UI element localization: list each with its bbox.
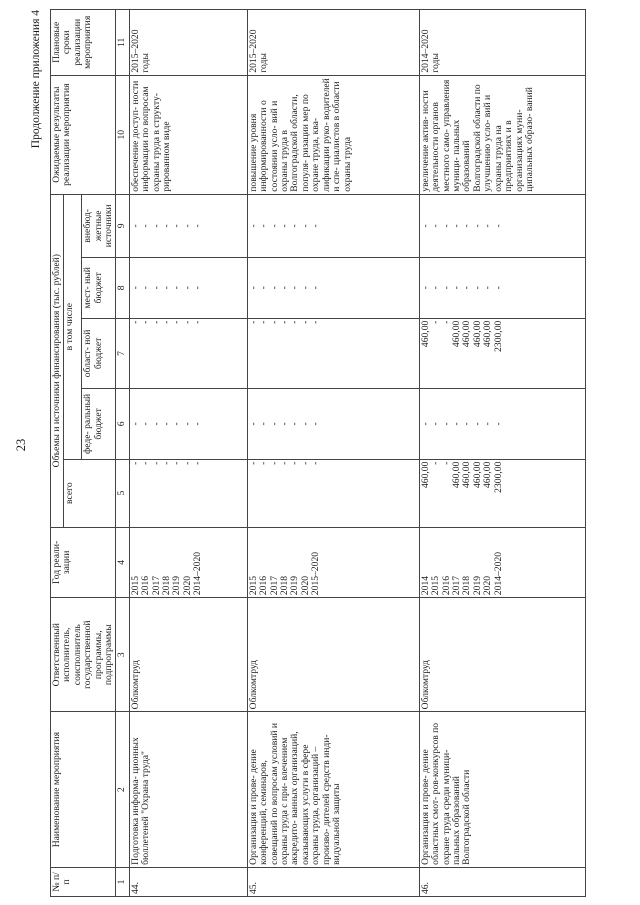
funding-local-value: - <box>192 286 204 290</box>
funding-federal-value: - <box>461 422 473 426</box>
funding-regional-value: - <box>279 320 291 324</box>
funding-local-value: - <box>492 286 504 290</box>
implementation-year-value: 2019 <box>171 575 183 596</box>
page-number: 23 <box>14 438 28 452</box>
funding-offbudget-value: - <box>258 224 270 228</box>
funding-federal-value: - <box>289 422 301 426</box>
column-number: 10 <box>116 75 129 194</box>
funding-total-value: 460,00 <box>461 461 473 489</box>
funding-regional-value: - <box>192 320 204 324</box>
funding-local-value: - <box>289 286 301 290</box>
funding-offbudget-value: - <box>181 224 193 228</box>
row-number: 44. <box>129 867 247 896</box>
implementation-year-value: 2016 <box>440 575 452 596</box>
implementation-year-value: 2014–2020 <box>192 551 204 596</box>
appendix-continuation-note: Продолжение приложения 4 <box>30 10 42 149</box>
funding-total-value: - <box>247 461 259 465</box>
funding-regional-value: - <box>247 320 259 324</box>
column-number: 2 <box>116 712 129 868</box>
funding-federal-value: - <box>247 422 259 426</box>
header-federal: феде- ральный бюджет <box>82 389 116 459</box>
responsible-executor: Облкомтруд <box>419 598 585 712</box>
implementation-year-value: 2015 <box>247 575 259 596</box>
funding-offbudget-value: - <box>279 224 291 228</box>
funding-local-value: - <box>299 286 311 290</box>
table-row <box>247 10 419 897</box>
funding-regional-value: - <box>289 320 301 324</box>
funding-regional-value: - <box>258 320 270 324</box>
implementation-year-value: 2017 <box>268 575 280 596</box>
header-regional: област- ной бюджет <box>82 318 116 388</box>
funding-regional-value: 460,00 <box>419 320 431 348</box>
funding-total-value: - <box>299 461 311 465</box>
funding-federal-value: - <box>492 422 504 426</box>
funding-total-value: - <box>129 461 141 465</box>
funding-federal-value: - <box>140 422 152 426</box>
funding-federal-value: - <box>150 422 162 426</box>
column-number: 4 <box>116 527 129 597</box>
implementation-year-value: 2015–2020 <box>310 551 322 596</box>
implementation-year-value: 2017 <box>150 575 162 596</box>
header-funding: Объемы и источники финансирования (тыс. рублей) <box>51 194 64 527</box>
funding-federal-value: - <box>171 422 183 426</box>
funding-total-value: - <box>430 461 442 465</box>
column-number: 1 <box>116 867 129 896</box>
expected-results: обеспечение доступ- ности информации по вопросам охраны труда в структу- рированном виде <box>129 75 247 194</box>
funding-offbudget-value: - <box>310 224 322 228</box>
funding-local-value: - <box>171 286 183 290</box>
funding-local <box>419 257 585 318</box>
funding-federal-value: - <box>482 422 494 426</box>
funding-local-value: - <box>247 286 259 290</box>
implementation-year-value: 2020 <box>299 575 311 596</box>
implementation-year-value: 2016 <box>258 575 270 596</box>
funding-offbudget-value: - <box>471 224 483 228</box>
header-terms: Плановые сроки реализации мероприятия <box>51 10 116 76</box>
funding-total-value: - <box>171 461 183 465</box>
funding-local-value: - <box>279 286 291 290</box>
funding-total-value: 460,00 <box>451 461 463 489</box>
implementation-year <box>419 527 585 597</box>
funding-regional-value: - <box>150 320 162 324</box>
funding-local-value: - <box>451 286 463 290</box>
funding-local-value: - <box>440 286 452 290</box>
funding-regional-value: 460,00 <box>482 320 494 348</box>
header-results: Ожидаемые результаты реализации мероприятия <box>51 75 116 194</box>
funding-federal-value: - <box>440 422 452 426</box>
funding-federal-value: - <box>310 422 322 426</box>
implementation-year-value: 2019 <box>471 575 483 596</box>
measure-name: Подготовка информа- ционных бюллетеней "Охрана труда" <box>129 712 247 868</box>
responsible-executor: Облкомтруд <box>129 598 247 712</box>
implementation-year-value: 2014 <box>419 575 431 596</box>
funding-total-value: - <box>150 461 162 465</box>
funding-offbudget-value: - <box>140 224 152 228</box>
funding-local <box>129 257 247 318</box>
funding-local-value: - <box>461 286 473 290</box>
funding-total-value: - <box>279 461 291 465</box>
funding-total-value: 2300,00 <box>492 461 504 493</box>
column-number-row <box>116 10 129 897</box>
funding-regional-value: 460,00 <box>461 320 473 348</box>
funding-regional-value: - <box>430 320 442 324</box>
implementation-year-value: 2015 <box>129 575 141 596</box>
header-local: мест- ный бюджет <box>82 257 116 318</box>
funding-local-value: - <box>419 286 431 290</box>
funding-local-value: - <box>140 286 152 290</box>
funding-local-value: - <box>430 286 442 290</box>
funding-offbudget-value: - <box>299 224 311 228</box>
planned-terms: 2015–2020 годы <box>129 10 247 76</box>
funding-offbudget-value: - <box>161 224 173 228</box>
column-number: 9 <box>116 194 129 257</box>
implementation-year-value: 2018 <box>279 575 291 596</box>
header-total: всего <box>64 459 116 527</box>
funding-regional-value: - <box>440 320 452 324</box>
funding-total <box>129 459 247 527</box>
table-row <box>129 10 247 897</box>
funding-local-value: - <box>129 286 141 290</box>
column-number: 8 <box>116 257 129 318</box>
header-including: в том числе <box>64 194 82 459</box>
funding-federal <box>419 389 585 459</box>
funding-local-value: - <box>161 286 173 290</box>
funding-offbudget-value: - <box>268 224 280 228</box>
funding-total-value: - <box>440 461 452 465</box>
funding-offbudget-value: - <box>192 224 204 228</box>
implementation-year <box>129 527 247 597</box>
funding-federal-value: - <box>192 422 204 426</box>
expected-results: повышение уровня информированности о состоянии усло- вий и охраны труда в Волгоградской области, популя- ризации мер по охране труда, ква- лификации руко- водителей и спе- циалистов в области охраны труда <box>247 75 419 194</box>
funding-total-value: - <box>258 461 270 465</box>
funding-offbudget-value: - <box>492 224 504 228</box>
funding-regional-value: - <box>140 320 152 324</box>
funding-regional-value: 460,00 <box>451 320 463 348</box>
implementation-year-value: 2017 <box>451 575 463 596</box>
funding-federal-value: - <box>419 422 431 426</box>
header-name: Наименование мероприятия <box>51 712 116 868</box>
funding-federal-value: - <box>279 422 291 426</box>
funding-regional-value: 460,00 <box>471 320 483 348</box>
funding-offbudget <box>247 194 419 257</box>
implementation-year-value: 2015 <box>430 575 442 596</box>
funding-federal <box>247 389 419 459</box>
funding-offbudget-value: - <box>150 224 162 228</box>
funding-offbudget-value: - <box>451 224 463 228</box>
column-number: 11 <box>116 10 129 76</box>
funding-total-value: - <box>289 461 301 465</box>
funding-federal-value: - <box>181 422 193 426</box>
column-number: 5 <box>116 459 129 527</box>
funding-total-value: 460,00 <box>419 461 431 489</box>
funding-local-value: - <box>258 286 270 290</box>
funding-offbudget <box>129 194 247 257</box>
implementation-year-value: 2016 <box>140 575 152 596</box>
funding-regional <box>419 318 585 388</box>
funding-total-value: - <box>181 461 193 465</box>
funding-local-value: - <box>471 286 483 290</box>
funding-offbudget-value: - <box>461 224 473 228</box>
funding-federal <box>129 389 247 459</box>
funding-federal-value: - <box>268 422 280 426</box>
funding-regional-value: - <box>299 320 311 324</box>
row-number: 45. <box>247 867 419 896</box>
funding-offbudget-value: - <box>129 224 141 228</box>
header-year: Год реали- зации <box>51 527 116 597</box>
funding-local-value: - <box>150 286 162 290</box>
implementation-year-value: 2020 <box>181 575 193 596</box>
funding-total-value: - <box>310 461 322 465</box>
planned-terms: 2014–2020 годы <box>419 10 585 76</box>
implementation-year-value: 2019 <box>289 575 301 596</box>
funding-offbudget-value: - <box>440 224 452 228</box>
funding-total-value: 460,00 <box>482 461 494 489</box>
implementation-year <box>247 527 419 597</box>
funding-regional-value: - <box>129 320 141 324</box>
funding-federal-value: - <box>430 422 442 426</box>
funding-offbudget-value: - <box>247 224 259 228</box>
header-offbudget: внебюд- жетные источники <box>82 194 116 257</box>
header-row-1 <box>51 10 64 897</box>
funding-local-value: - <box>482 286 494 290</box>
funding-regional-value: - <box>181 320 193 324</box>
funding-regional <box>247 318 419 388</box>
column-number: 6 <box>116 389 129 459</box>
funding-regional-value: 2300,00 <box>492 320 504 352</box>
planned-terms: 2015–2020 годы <box>247 10 419 76</box>
funding-regional-value: - <box>161 320 173 324</box>
measures-table <box>50 9 586 897</box>
funding-offbudget-value: - <box>289 224 301 228</box>
funding-local-value: - <box>268 286 280 290</box>
funding-total-value: - <box>161 461 173 465</box>
table-row <box>419 10 585 897</box>
funding-offbudget-value: - <box>419 224 431 228</box>
implementation-year-value: 2018 <box>161 575 173 596</box>
funding-total-value: - <box>192 461 204 465</box>
funding-total-value: - <box>140 461 152 465</box>
expected-results: увеличение актив- ности деятельности органов местного само- управления муници- пальных образований Волгоградской области по улучшению усло- вий и охраны труда на предприятиях и в организациях муни- ципальных образо- ваний <box>419 75 585 194</box>
funding-local-value: - <box>181 286 193 290</box>
funding-regional-value: - <box>171 320 183 324</box>
funding-total-value: - <box>268 461 280 465</box>
header-executor: Ответственный исполнитель, соисполнитель государственной программы, подпрограммы <box>51 598 116 712</box>
implementation-year-value: 2014–2020 <box>492 551 504 596</box>
responsible-executor: Облкомтруд <box>247 598 419 712</box>
funding-total-value: 460,00 <box>471 461 483 489</box>
implementation-year-value: 2018 <box>461 575 473 596</box>
funding-regional <box>129 318 247 388</box>
funding-offbudget <box>419 194 585 257</box>
funding-total <box>419 459 585 527</box>
funding-offbudget-value: - <box>430 224 442 228</box>
funding-offbudget-value: - <box>171 224 183 228</box>
implementation-year-value: 2020 <box>482 575 494 596</box>
row-number: 46. <box>419 867 585 896</box>
funding-total <box>247 459 419 527</box>
funding-offbudget-value: - <box>482 224 494 228</box>
funding-local-value: - <box>310 286 322 290</box>
funding-federal-value: - <box>129 422 141 426</box>
measure-name: Организация и прове- дение конференций, семинаров, совещаний по вопросам условий и охраны труда с при- влечением аккредито- ванных организаций, оказывающих услуги в сфере охраны труда, организаций – произво- дителей средств инди- видуальной защиты <box>247 712 419 868</box>
funding-federal-value: - <box>161 422 173 426</box>
funding-regional-value: - <box>310 320 322 324</box>
column-number: 3 <box>116 598 129 712</box>
funding-federal-value: - <box>299 422 311 426</box>
funding-federal-value: - <box>258 422 270 426</box>
funding-local <box>247 257 419 318</box>
funding-federal-value: - <box>471 422 483 426</box>
table-body <box>129 10 585 897</box>
funding-regional-value: - <box>268 320 280 324</box>
funding-federal-value: - <box>451 422 463 426</box>
header-no: № п/п <box>51 867 116 896</box>
measure-name: Организация и прове- дение областных смот- ров-конкурсов по охране труда среди муници- пальных образований Волгоградской области <box>419 712 585 868</box>
column-number: 7 <box>116 318 129 388</box>
